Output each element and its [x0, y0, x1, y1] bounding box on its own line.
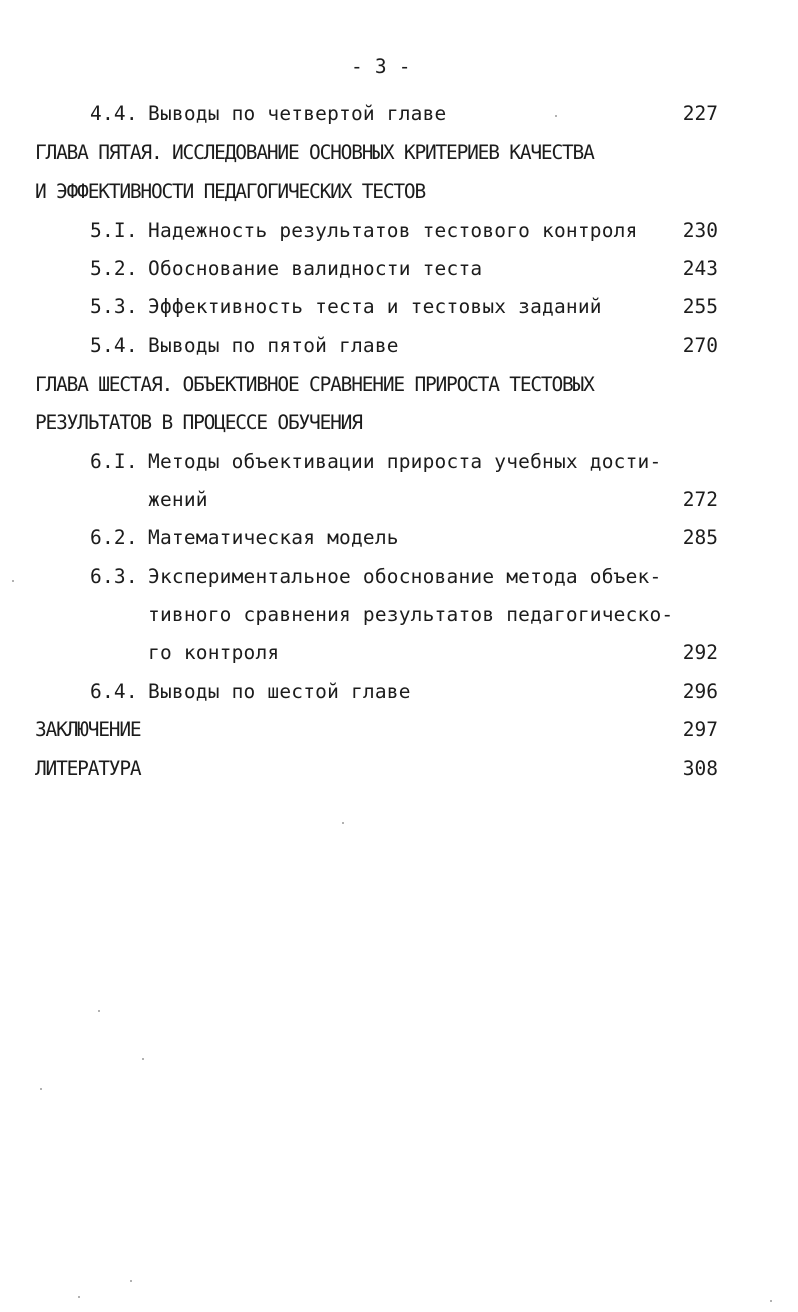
- chapter-6-heading-line-1: ГЛАВА ШЕСТАЯ. ОБЪЕКТИВНОЕ СРАВНЕНИЕ ПРИРОСТА ТЕСТОВЫХ: [35, 373, 594, 396]
- scan-speck: [770, 1300, 772, 1302]
- toc-entry-number: 5.4.: [90, 334, 138, 357]
- toc-entry-5-4: [90, 334, 399, 358]
- toc-page-5-4: 270: [682, 334, 718, 357]
- toc-page-6-1: 272: [682, 488, 718, 511]
- toc-entry-6-3-continued-2: го контроля: [148, 641, 280, 664]
- page-number: - 3 -: [351, 55, 411, 78]
- toc-entry-number: 5.2.: [90, 257, 138, 280]
- toc-page-6-3: 292: [682, 641, 718, 664]
- scan-speck: [12, 580, 14, 582]
- toc-entry-5-2: [90, 257, 482, 281]
- toc-entry-title: Математическая модель: [148, 526, 399, 549]
- scan-speck: [130, 1280, 132, 1282]
- toc-entry-4-4: [90, 102, 447, 126]
- scan-speck: [142, 1058, 144, 1060]
- toc-entry-number: 6.3.: [90, 565, 138, 588]
- toc-entry-title: Обоснование валидности теста: [148, 257, 483, 280]
- toc-entry-number: 6.4.: [90, 680, 138, 703]
- scan-speck: [78, 1296, 80, 1298]
- toc-entry-title: Выводы по пятой главе: [148, 334, 399, 357]
- scan-speck: [98, 1010, 100, 1012]
- toc-entry-title: Выводы по четвертой главе: [148, 102, 447, 125]
- chapter-5-heading-line-2: И ЭФФЕКТИВНОСТИ ПЕДАГОГИЧЕСКИХ ТЕСТОВ: [35, 180, 425, 203]
- toc-page-conclusion: 297: [682, 718, 718, 741]
- toc-entry-6-3: [90, 565, 661, 589]
- toc-entry-title: Эффективность теста и тестовых заданий: [148, 295, 602, 318]
- toc-page-5-2: 243: [682, 257, 718, 280]
- toc-page-5-3: 255: [682, 295, 718, 318]
- toc-entry-number: 6.I.: [90, 450, 138, 473]
- toc-entry-6-2: [90, 526, 399, 550]
- toc-page-6-4: 296: [682, 680, 718, 703]
- toc-entry-title-line-1: Экспериментальное обоснование метода объек-: [148, 565, 662, 588]
- toc-conclusion: ЗАКЛЮЧЕНИЕ: [35, 718, 141, 741]
- toc-entry-number: 6.2.: [90, 526, 138, 549]
- scan-speck: [342, 822, 344, 824]
- toc-entry-5-3: [90, 295, 602, 319]
- toc-page-6-2: 285: [682, 526, 718, 549]
- scan-speck: [40, 1088, 42, 1090]
- toc-entry-number: 4.4.: [90, 102, 138, 125]
- toc-literature: ЛИТЕРАТУРА: [35, 757, 141, 780]
- toc-page-5-1: 230: [682, 219, 718, 242]
- toc-entry-6-4: [90, 680, 411, 704]
- toc-entry-6-3-continued-1: тивного сравнения результатов педагогическо-: [148, 603, 674, 626]
- toc-entry-5-1: [90, 219, 638, 243]
- toc-page-4-4: 227: [682, 102, 718, 125]
- toc-entry-number: 5.3.: [90, 295, 138, 318]
- toc-entry-number: 5.I.: [90, 219, 138, 242]
- toc-entry-title: Выводы по шестой главе: [148, 680, 411, 703]
- scan-speck: [555, 115, 557, 117]
- toc-entry-title-line-1: Методы объективации прироста учебных дости-: [148, 450, 662, 473]
- toc-entry-6-1-continued: жений: [148, 488, 208, 511]
- chapter-6-heading-line-2: РЕЗУЛЬТАТОВ В ПРОЦЕССЕ ОБУЧЕНИЯ: [35, 411, 362, 434]
- chapter-5-heading-line-1: ГЛАВА ПЯТАЯ. ИССЛЕДОВАНИЕ ОСНОВНЫХ КРИТЕРИЕВ КАЧЕСТВА: [35, 141, 594, 164]
- toc-entry-6-1: [90, 450, 661, 474]
- toc-page-literature: 308: [682, 757, 718, 780]
- toc-entry-title: Надежность результатов тестового контроля: [148, 219, 638, 242]
